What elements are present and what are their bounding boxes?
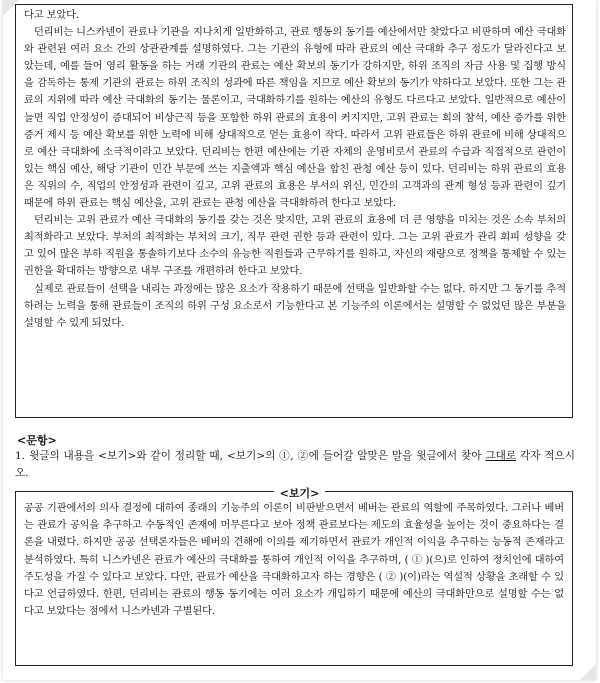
bogi-box [15,491,573,666]
bogi-title [3,485,596,501]
passage-paragraph-2: 던리비는 고위 관료가 예산 극대화의 동기를 갖는 것은 맞지만, 고위 관료의 효용에 더 큰 영향을 미치는 것은 소속 부처의 최적화라고 보았다. 부처의 최적화는 부처의 크기, 직무 관련 권한 등과 관련이 있다. 그는 고위 관료가 관리 회피 성향을 갖고 있어 많은 부하 직원을 통솔하기보다 소수의 유능한 직원들과 근무하기를 원하고, 자신의 재량으로 정책을 통제할 수 있는 권한을 확대하는 방향으로 내부 구조를 개편하려 한다고 보았다. [24,215,566,278]
bogi-text: 공공 기관에서의 의사 결정에 대하여 종래의 기능주의 이론이 비판받으면서 베버는 관료의 역할에 주목하였다. 그러나 베버는 관료가 공익을 추구하고 수동적인 존재에 머무른다고 보아 정책 관료보다는 제도의 효율성을 높이는 것이 중요하다는 결론을 내렸다. 하지만 공공 선택론자들은 베버의 견해에 이의를 제기하면서 관료가 개인적 이익을 추구하는 능동적 존재라고 분석하였다. 특히 니스카넨은 관료가 예산의 극대화를 통하여 개인적 이익을 추구하며, ( ① )(으)로 인하여 정치인에 대하여 주도성을 가질 수 있다고 보았다. 다만, 관료가 예산을 극대화하고자 하는 경향은 ( ② )(이)라는 역설적 상황을 초래할 수 있다고 언급하였다. 한편, 던리비는 관료의 행동 동기에는 여러 요소가 개입하기 때문에 예산의 극대화만으로 설명할 수는 없다고 보았다는 점에서 니스카넨과 구별된다. [24,503,564,618]
question-1-text-end: 각자 적으시오. [15,450,575,479]
passage-lead: 다고 보았다. [24,10,79,21]
question-1 [15,448,575,482]
passage-paragraph-3: 실제로 관료들이 선택을 내리는 과정에는 많은 요소가 작용하기 때문에 선택을 일반화할 수는 없다. 하지만 그 동기를 추적하려는 노력을 통해 관료들이 조직의 하위 구성 요소로서 기능한다고 본 기능주의 이론에서는 설명할 수 없었던 많은 부분을 설명할 수 있게 되었다. [24,283,566,329]
question-1-underlined: 그대로 [485,450,517,462]
page-corner-fold-bottom [580,664,596,680]
document-page [3,0,596,680]
question-1-text: 1. 윗글의 내용을 <보기>와 같이 정리할 때, <보기>의 ①, ②에 들어갈 알맞은 말을 윗글에서 찾아 [15,450,486,462]
reading-passage [15,4,573,418]
question-section-header: <문항> [17,434,57,447]
passage-paragraph-1: 던리비는 니스카넨이 관료나 기관을 지나치게 일반화하고, 관료 행동의 동기를 예산에서만 찾았다고 비판하며 예산 극대화와 관련된 여러 요소 간의 상관관계를 설명하였다. 그는 기관의 유형에 따라 관료의 예산 극대화 추구 정도가 달라진다고 보았는데, 예를 들어 영리 활동을 하는 거래 기관의 관료는 예산 확보의 동기가 강하지만, 하위 조직의 자금 사용 및 집행 방식을 감독하는 통제 기관의 관료는 하위 조직의 성과에 따른 책임을 지므로 예산 확보의 동기가 약하다고 보았다. 또한 그는 관료의 지위에 따라 예산 극대화의 동기는 물론이고, 극대화하기를 원하는 예산의 유형도 다르다고 보았다. 일반적으로 예산이 늘면 직업 안정성이 증대되어 비상근직 등을 포함한 하위 관료의 효용이 커지지만, 고위 관료는 회의 참석, 예산 증가를 위한 증거 제시 등 예산 확보를 위한 노력에 비해 상대적으로 얻는 효용이 작다. 따라서 고위 관료들은 하위 관료에 비해 상대적으로 예산 극대화에 소극적이라고 보았다. 던리비는 한편 예산에는 기관 자체의 운영비로서 관료의 수급과 직접적으로 관련이 있는 핵심 예산, 해당 기관이 민간 부문에 쓰는 지출액과 핵심 예산을 합친 관청 예산 등이 있다. 던리비는 하위 관료의 효용은 직위의 수, 직업의 안정성과 관련이 깊고, 고위 관료의 효용은 부서의 위신, 민간의 고객과의 관계 형성 등과 관련이 깊기 때문에 하위 관료는 핵심 예산을, 고위 관료는 관청 예산을 극대화하려 한다고 보았다. [24,27,566,210]
bogi-title-label: <보기> [274,487,326,500]
